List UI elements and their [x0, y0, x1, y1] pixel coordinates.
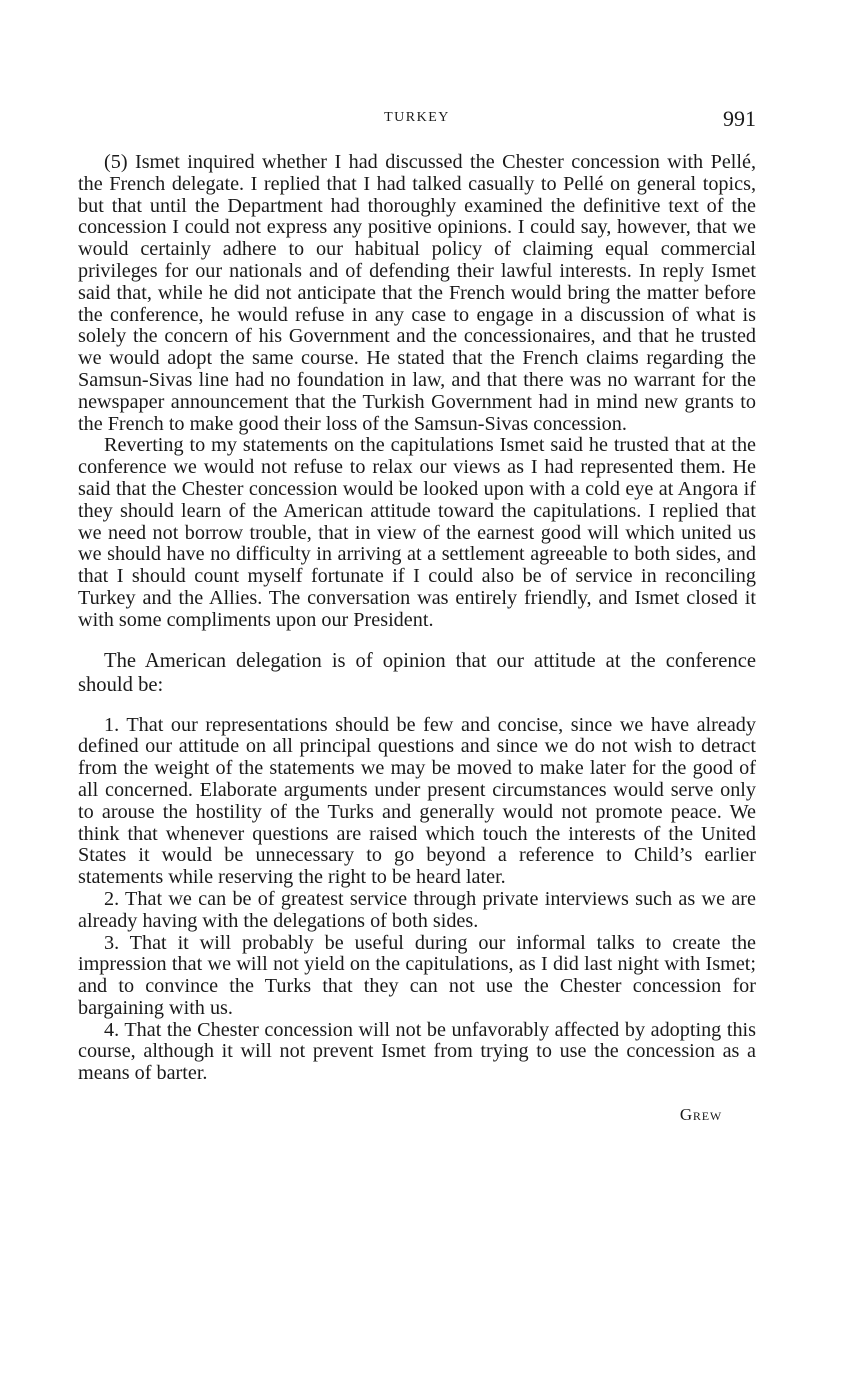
recommendation-list — [78, 715, 756, 1086]
list-item: 4. That the Chester concession will not be unfavorably affected by adopting this course, although it will not prevent Ismet from trying to use the concession as a means of barter. — [78, 1018, 756, 1085]
paragraph-ismet-inquiry: (5) Ismet inquired whether I had discussed the Chester concession with Pellé, the French delegate. I replied that I had talked casually to Pellé on general topics, but that until the Department had thoroughly examined the definitive text of the concession I could not express any positive opinions. I could say, however, that we would certainly adhere to our habitual policy of claiming equal commercial privileges for our nationals and of defending their lawful interests. In reply Ismet said that, while he did not anticipate that the French would bring the matter before the conference, he would refuse in any case to engage in a discussion of what is solely the concern of his Government and the concessionaires, and that he trusted we would adopt the same course. He stated that the French claims regarding the Samsun-Sivas line had no foundation in law, and that there was no warrant for the newspaper announcement that the Turkish Government had in mind new grants to the French to make good their loss of the Samsun-Sivas concession. — [78, 151, 756, 435]
document-body — [78, 152, 756, 1125]
running-title: TURKEY — [384, 110, 450, 125]
page-number: 991 — [723, 106, 756, 131]
list-item: 1. That our representations should be few and concise, since we have already defined our attitude on all principal questions and since we do not wish to detract from the weight of the statements we may be moved to make later for the good of all concerned. Elaborate arguments under present circumstances would serve only to arouse the hostility of the Turks and generally would not promote peace. We think that whenever questions are raised which touch the interests of the United States it would be unnecessary to go beyond a reference to Child’s earlier statements while reserving the right to be heard later. — [78, 713, 756, 889]
section-spacer — [78, 698, 756, 715]
signature: Grew — [679, 1105, 722, 1125]
document-page — [78, 108, 756, 1125]
running-header — [78, 108, 756, 138]
section-spacer — [78, 632, 756, 649]
paragraph-capitulations: Reverting to my statements on the capitulations Ismet said he trusted that at the conference we would not refuse to relax our views as I had represented them. He said that the Chester concession would be looked upon with a cold eye at Angora if they should learn of the American attitude toward the capitulations. I replied that we need not borrow trouble, that in view of the earnest good will which united us we should have no difficulty in arriving at a settlement agreeable to both sides, and that I should count myself fortunate if I could also be of service in reconciling Turkey and the Allies. The conversation was entirely friendly, and Ismet closed it with some compliments upon our President. — [78, 434, 756, 631]
list-item: 2. That we can be of greatest service through private interviews such as we are already having with the delegations of both sides. — [78, 887, 756, 932]
list-item: 3. That it will probably be useful during our informal talks to create the impression that we will not yield on the capitulations, as I did last night with Ismet; and to convince the Turks that they can not use the Chester concession for bargaining with us. — [78, 931, 756, 1019]
paragraph-delegation-opinion: The American delegation is of opinion that our attitude at the conference should be: — [78, 649, 756, 697]
